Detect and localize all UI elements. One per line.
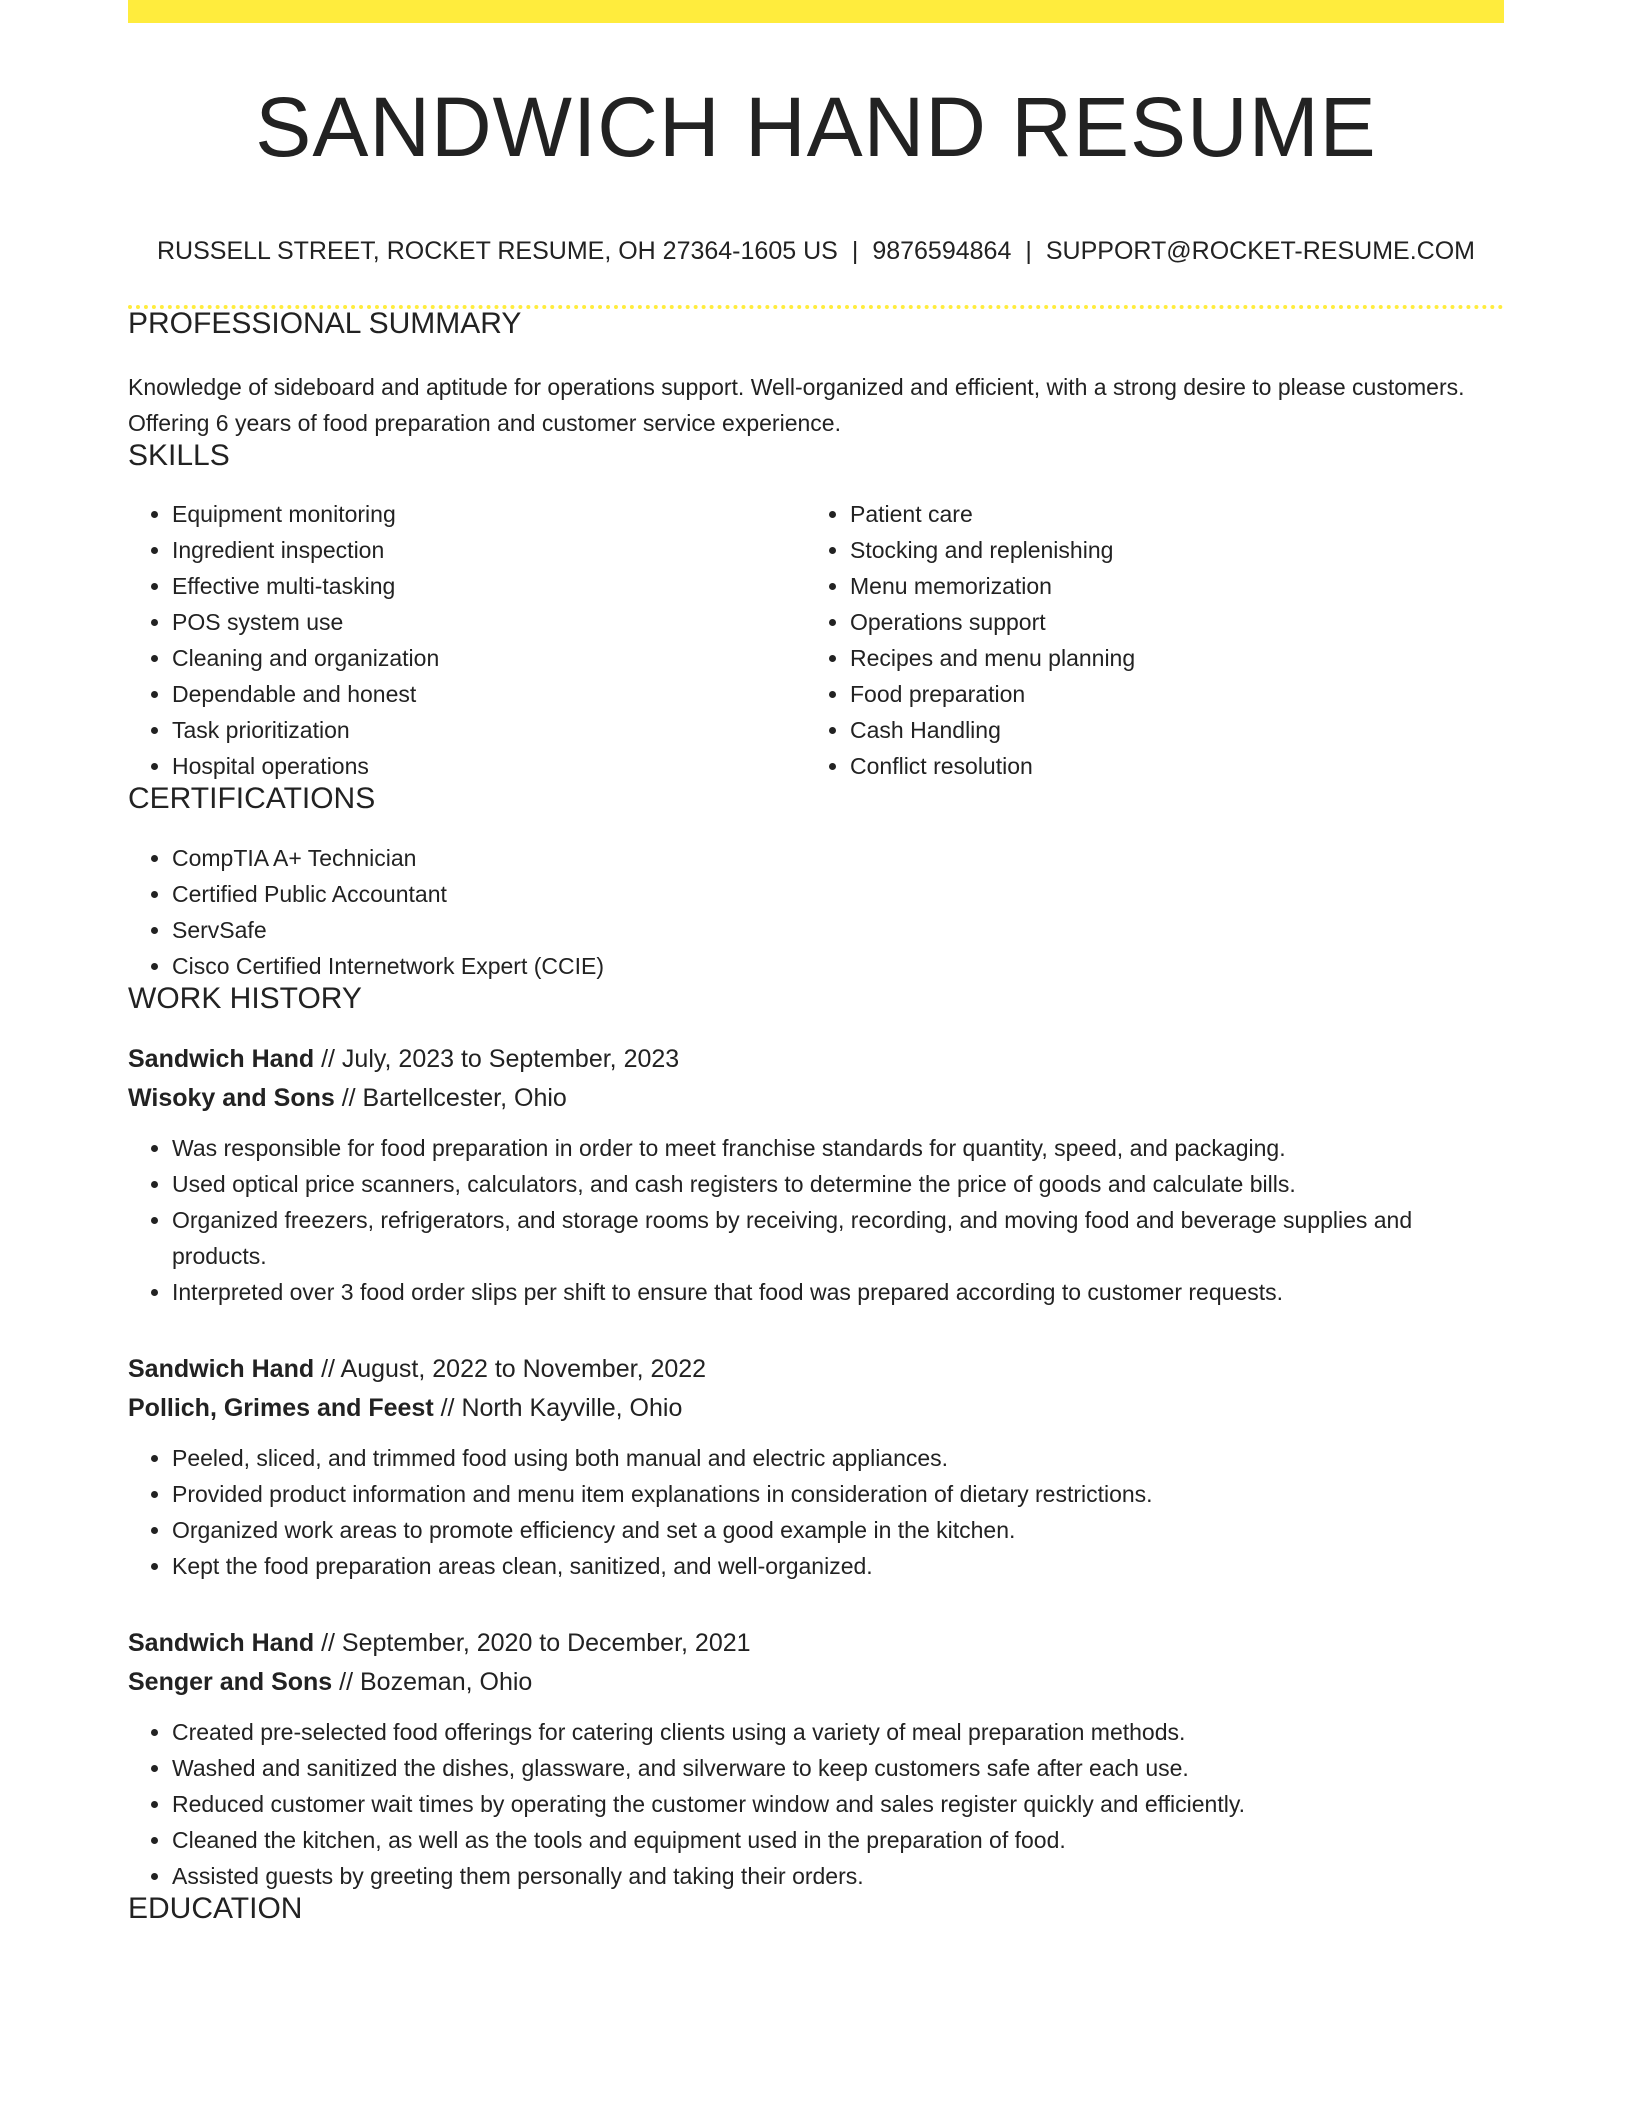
skill-item: • Equipment monitoring — [172, 496, 806, 532]
job-bullet: • Provided product information and menu item explanations in consideration of dietary restrictions. — [172, 1476, 1504, 1512]
job-entry — [128, 1624, 1504, 1894]
summary-text: Knowledge of sideboard and aptitude for operations support. Well-organized and efficient, with a strong desire to please customers. Offering 6 years of food preparation and customer service experience. — [128, 374, 1465, 436]
job-bullet: • Interpreted over 3 food order slips per shift to ensure that food was prepared according to customer requests. — [172, 1274, 1504, 1310]
job-location: // Bartellcester, Ohio — [334, 1084, 567, 1112]
skill-item: • Dependable and honest — [172, 676, 806, 712]
education-heading: EDUCATION — [128, 1892, 303, 1925]
skills-grid — [128, 496, 1504, 784]
certifications-heading: CERTIFICATIONS — [128, 782, 376, 815]
job-bullet: • Created pre-selected food offerings for catering clients using a variety of meal preparation methods. — [172, 1714, 1504, 1750]
contact-separator: | — [851, 237, 859, 265]
resume-title: SANDWICH HAND RESUME — [255, 80, 1377, 174]
job-dates: // August, 2022 to November, 2022 — [314, 1355, 707, 1383]
job-dates: // July, 2023 to September, 2023 — [314, 1045, 680, 1073]
job-bullets — [128, 1130, 1504, 1310]
job-role-line — [128, 1040, 1504, 1079]
certification-item: • Certified Public Accountant — [172, 876, 1504, 912]
certification-item: • CompTIA A+ Technician — [172, 840, 1504, 876]
job-bullet: • Cleaned the kitchen, as well as the tools and equipment used in the preparation of food. — [172, 1822, 1504, 1858]
skill-item: • POS system use — [172, 604, 806, 640]
job-bullet: • Organized freezers, refrigerators, and storage rooms by receiving, recording, and moving food and beverage supplies and products. — [172, 1202, 1504, 1274]
job-company: Senger and Sons — [128, 1668, 333, 1696]
job-bullet: • Assisted guests by greeting them personally and taking their orders. — [172, 1858, 1504, 1894]
skill-item: • Patient care — [850, 496, 1484, 532]
work-history-heading: WORK HISTORY — [128, 982, 362, 1015]
skill-item: • Ingredient inspection — [172, 532, 806, 568]
job-bullet: • Used optical price scanners, calculators, and cash registers to determine the price of goods and calculate bills. — [172, 1166, 1504, 1202]
summary-heading: PROFESSIONAL SUMMARY — [128, 307, 522, 340]
skill-item: • Effective multi-tasking — [172, 568, 806, 604]
contact-line — [128, 239, 1504, 264]
job-role-line — [128, 1624, 1504, 1663]
job-bullet: • Reduced customer wait times by operating the customer window and sales register quickly and efficiently. — [172, 1786, 1504, 1822]
certifications-list — [128, 840, 1504, 984]
skill-item: • Task prioritization — [172, 712, 806, 748]
job-dates: // September, 2020 to December, 2021 — [314, 1629, 751, 1657]
skills-list-left — [128, 496, 806, 784]
job-bullet: • Was responsible for food preparation in order to meet franchise standards for quantity, speed, and packaging. — [172, 1130, 1504, 1166]
job-bullet: • Organized work areas to promote efficiency and set a good example in the kitchen. — [172, 1512, 1504, 1548]
job-bullet: • Peeled, sliced, and trimmed food using both manual and electric appliances. — [172, 1440, 1504, 1476]
resume-page — [128, 0, 1504, 1924]
skills-list-right — [806, 496, 1484, 784]
skill-item: • Hospital operations — [172, 748, 806, 784]
job-entry — [128, 1350, 1504, 1584]
skill-item: • Conflict resolution — [850, 748, 1484, 784]
job-company: Pollich, Grimes and Feest — [128, 1394, 434, 1422]
job-role-line — [128, 1350, 1504, 1389]
skill-item: • Cash Handling — [850, 712, 1484, 748]
skills-heading: SKILLS — [128, 439, 230, 472]
job-entry — [128, 1040, 1504, 1310]
job-company-line — [128, 1389, 1504, 1428]
job-role: Sandwich Hand — [128, 1629, 315, 1657]
job-company-line — [128, 1663, 1504, 1702]
job-bullet: • Kept the food preparation areas clean, sanitized, and well-organized. — [172, 1548, 1504, 1584]
contact-separator: | — [1025, 237, 1032, 265]
job-bullets — [128, 1714, 1504, 1894]
contact-email: SUPPORT@ROCKET-RESUME.COM — [1045, 237, 1475, 265]
skills-column-right — [806, 496, 1484, 784]
job-role: Sandwich Hand — [128, 1355, 315, 1383]
job-bullet: • Washed and sanitized the dishes, glassware, and silverware to keep customers safe after each use. — [172, 1750, 1504, 1786]
job-location: // North Kayville, Ohio — [433, 1394, 683, 1422]
skill-item: • Cleaning and organization — [172, 640, 806, 676]
job-role: Sandwich Hand — [128, 1045, 315, 1073]
skill-item: • Stocking and replenishing — [850, 532, 1484, 568]
skills-column-left — [128, 496, 806, 784]
skill-item: • Operations support — [850, 604, 1484, 640]
contact-address: RUSSELL STREET, ROCKET RESUME, OH 27364-1605 US — [157, 237, 838, 265]
top-accent-bar — [128, 0, 1504, 23]
contact-phone: 9876594864 — [872, 237, 1012, 265]
certification-item: • ServSafe — [172, 912, 1504, 948]
skill-item: • Menu memorization — [850, 568, 1484, 604]
job-company-line — [128, 1079, 1504, 1118]
skill-item: • Recipes and menu planning — [850, 640, 1484, 676]
certification-item: • Cisco Certified Internetwork Expert (CCIE) — [172, 948, 1504, 984]
job-location: // Bozeman, Ohio — [332, 1668, 533, 1696]
job-company: Wisoky and Sons — [128, 1084, 335, 1112]
skill-item: • Food preparation — [850, 676, 1484, 712]
job-bullets — [128, 1440, 1504, 1584]
